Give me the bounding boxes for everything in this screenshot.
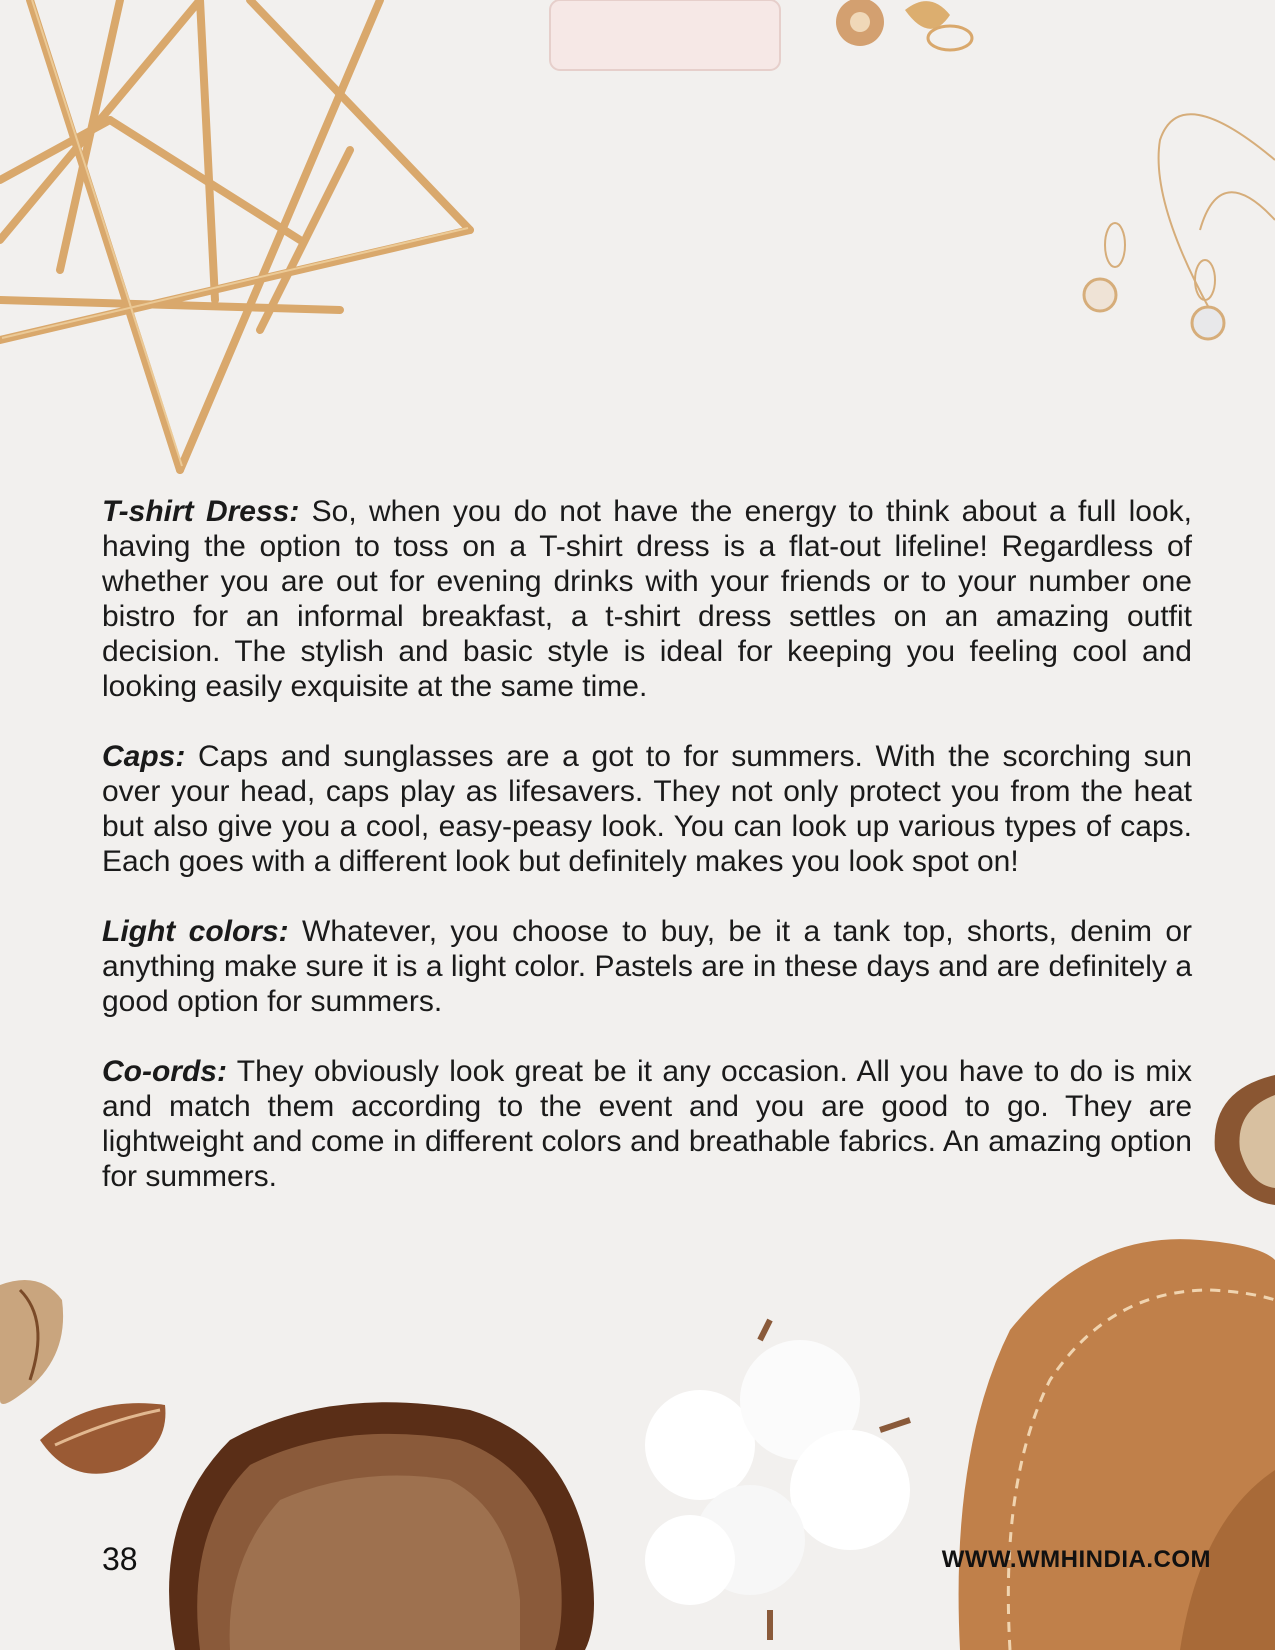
website-url[interactable]: WWW.WMHINDIA.COM (941, 1546, 1211, 1573)
section-text: Caps and sunglasses are a got to for summers. With the scorching sun over your head, caps play as lifesavers. They not only protect you from the heat but also give you a cool, easy-peasy look. You can look up various types of caps. Each goes with a different look but definitely makes you look spot on! (102, 740, 1192, 878)
article-body (102, 494, 1192, 1229)
section-term: Caps: (102, 740, 186, 773)
section-text: They obviously look great be it any occasion. All you have to do is mix and match them according to the event and you are good to go. They are lightweight and come in different colors and breathable fabrics. An amazing option for summers. (102, 1055, 1192, 1193)
sunglasses-image (169, 1402, 594, 1650)
section-term: Co-ords: (102, 1055, 227, 1088)
page-number: 38 (102, 1541, 138, 1577)
gold-geometric-rods-image (0, 0, 470, 470)
section-term: T-shirt Dress: (102, 495, 300, 528)
section-light-colors (102, 914, 1192, 1019)
section-caps (102, 739, 1192, 879)
earrings-image (836, 0, 972, 50)
section-co-ords (102, 1054, 1192, 1194)
perfume-bottle-image (550, 0, 780, 70)
necklace-image (1105, 114, 1275, 310)
section-tshirt-dress (102, 494, 1192, 704)
cotton-flower-image (645, 1320, 910, 1640)
leather-sandal-image (959, 1239, 1275, 1650)
section-text: So, when you do not have the energy to think about a full look, having the option to toss on a T-shirt dress is a flat-out lifeline! Regardless of whether you are out for evening drinks with your friends or to your number one bistro for an informal breakfast, a t-shirt dress settles on an amazing outfit decision. The stylish and basic style is ideal for keeping you feeling cool and looking easily exquisite at the same time. (102, 495, 1192, 703)
section-term: Light colors: (102, 915, 289, 948)
dried-pods-left-image (0, 1280, 165, 1474)
section-text: Whatever, you choose to buy, be it a tank top, shorts, denim or anything make sure it is a light color. Pastels are in these days and are definitely a good option for summers. (102, 915, 1192, 1018)
